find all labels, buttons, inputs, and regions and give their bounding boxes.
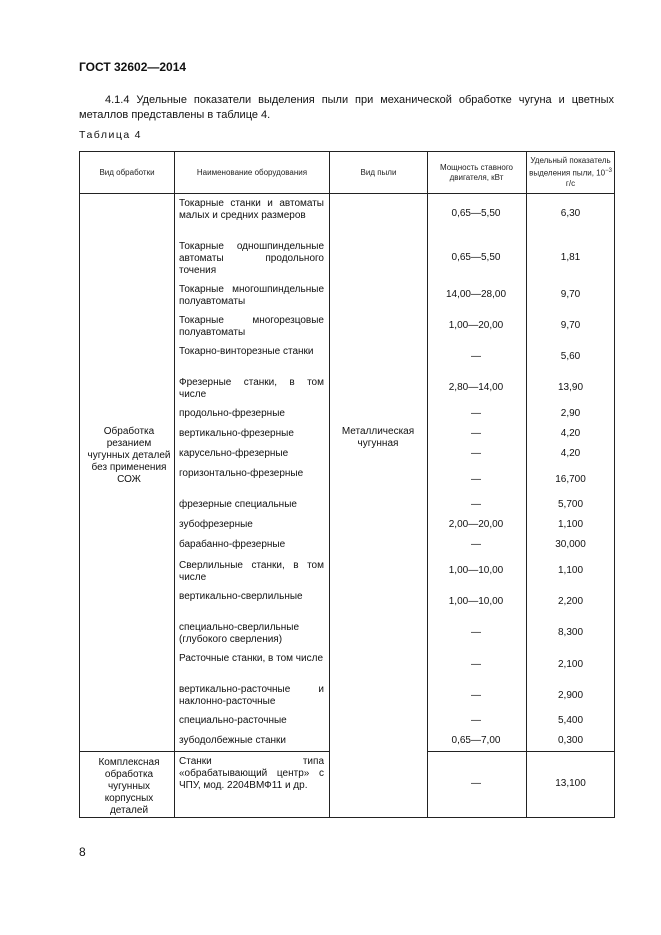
value-cell: 9,70 <box>560 320 581 331</box>
power-cell: 0,65—7,00 <box>451 735 501 746</box>
equipment-cell: Сверлильные станки, в том числе <box>179 560 324 583</box>
value-cell: 1,81 <box>560 252 581 263</box>
equipment-cell: Станки типа «обрабатывающий центр» с ЧПУ, мод. 2204ВМФ11 и др. <box>179 756 324 791</box>
power-cell: — <box>471 499 481 510</box>
power-cell: — <box>471 474 481 485</box>
header-power: Мощность ставного двигателя, кВт <box>439 162 514 182</box>
equipment-cell: вертикально-сверлильные <box>179 591 303 602</box>
equipment-cell: Токарные станки и автоматы малых и средних размеров <box>179 198 324 221</box>
header-specific-text: Удельный показатель выделения пыли, 10 <box>529 156 611 178</box>
power-cell: — <box>471 448 481 459</box>
value-cell: 8,300 <box>557 627 584 638</box>
equipment-cell: фрезерные специальные <box>179 499 297 510</box>
group-divider-right <box>427 751 615 752</box>
value-cell: 16,700 <box>555 474 586 485</box>
equipment-cell: зубофрезерные <box>179 519 253 530</box>
power-cell: — <box>471 539 481 550</box>
header-specific-exponent: −3 <box>605 168 612 175</box>
equipment-cell: барабанно-фрезерные <box>179 539 286 550</box>
table-border-bottom <box>79 817 615 818</box>
value-cell: 2,200 <box>557 596 584 607</box>
intro-paragraph: 4.1.4 Удельные показатели выделения пыли при механической обработке чугуна и цветных металлов представлены в таблице 4. <box>79 94 614 121</box>
value-cell: 4,20 <box>560 448 581 459</box>
value-cell: 2,100 <box>557 659 584 670</box>
header-equipment: Наименование оборудования <box>196 167 308 177</box>
column-divider-2 <box>329 151 330 818</box>
power-cell: 1,00—10,00 <box>448 565 504 576</box>
header-divider <box>79 193 615 194</box>
power-cell: — <box>471 408 481 419</box>
equipment-cell: продольно-фрезерные <box>179 408 285 419</box>
value-cell: 5,400 <box>557 715 584 726</box>
table-caption-number: 4 <box>134 129 141 141</box>
equipment-cell: специально-сверлильные (глубокого сверления) <box>179 622 300 645</box>
equipment-cell: Токарные одношпиндельные автоматы продольного точения <box>179 241 324 276</box>
power-cell: — <box>471 428 481 439</box>
header-specific-value <box>529 152 612 193</box>
dust-type-cell: Металлическая чугунная <box>341 426 415 449</box>
value-cell: 9,70 <box>560 289 581 300</box>
equipment-cell: зубодолбежные станки <box>179 735 286 746</box>
table-border-left <box>79 151 80 818</box>
value-cell: 5,700 <box>557 499 584 510</box>
equipment-cell: вертикально-фрезерные <box>179 428 294 439</box>
equipment-cell: карусельно-фрезерные <box>179 448 289 459</box>
value-cell: 1,100 <box>557 519 584 530</box>
equipment-cell: Токарно-винторезные станки <box>179 346 314 357</box>
header-processing: Вид обработки <box>99 167 155 177</box>
value-cell: 13,90 <box>557 382 584 393</box>
header-dust-type: Вид пыли <box>360 167 397 177</box>
page-number: 8 <box>79 845 86 859</box>
document-header: ГОСТ 32602—2014 <box>79 60 187 74</box>
power-cell: — <box>471 659 481 670</box>
equipment-cell: Токарные многошпиндельные полуавтоматы <box>179 284 324 307</box>
processing-cutting-cell: Обработка резанием чугунных деталей без применения СОЖ <box>87 426 171 485</box>
power-cell: 1,00—20,00 <box>448 320 504 331</box>
value-cell: 5,60 <box>560 351 581 362</box>
processing-complex-cell: Комплексная обработка чугунных корпусных деталей <box>98 757 160 816</box>
equipment-cell: специально-расточные <box>179 715 287 726</box>
value-cell: 1,100 <box>557 565 584 576</box>
power-cell: 14,00—28,00 <box>445 289 507 300</box>
power-cell: — <box>471 690 481 701</box>
group-divider-left <box>79 751 329 752</box>
data-table <box>79 151 615 818</box>
equipment-cell: Расточные станки, в том числе <box>179 653 324 664</box>
power-cell: — <box>471 627 481 638</box>
value-cell: 0,300 <box>557 735 584 746</box>
power-cell: 1,00—10,00 <box>448 596 504 607</box>
equipment-cell: вертикально-расточные и наклонно-расточные <box>179 684 324 707</box>
value-cell: 2,90 <box>560 408 581 419</box>
power-cell: 0,65—5,50 <box>451 208 501 219</box>
equipment-cell: Фрезерные станки, в том числе <box>179 377 324 400</box>
power-cell: 2,80—14,00 <box>448 382 504 393</box>
power-cell: 2,00—20,00 <box>448 519 504 530</box>
power-cell: — <box>471 778 481 789</box>
value-cell: 13,100 <box>555 778 586 789</box>
equipment-cell: Токарные многорезцовые полуавтоматы <box>179 315 324 338</box>
value-cell: 30,000 <box>555 539 586 550</box>
header-specific-unit: г/с <box>565 178 576 188</box>
table-caption <box>79 129 141 141</box>
equipment-cell: горизонтально-фрезерные <box>179 468 304 479</box>
column-divider-1 <box>174 151 175 818</box>
power-cell: — <box>471 715 481 726</box>
value-cell: 2,900 <box>557 690 584 701</box>
power-cell: — <box>471 351 481 362</box>
value-cell: 4,20 <box>560 428 581 439</box>
table-caption-label: Таблица <box>79 129 131 141</box>
value-cell: 6,30 <box>560 208 581 219</box>
power-cell: 0,65—5,50 <box>451 252 501 263</box>
